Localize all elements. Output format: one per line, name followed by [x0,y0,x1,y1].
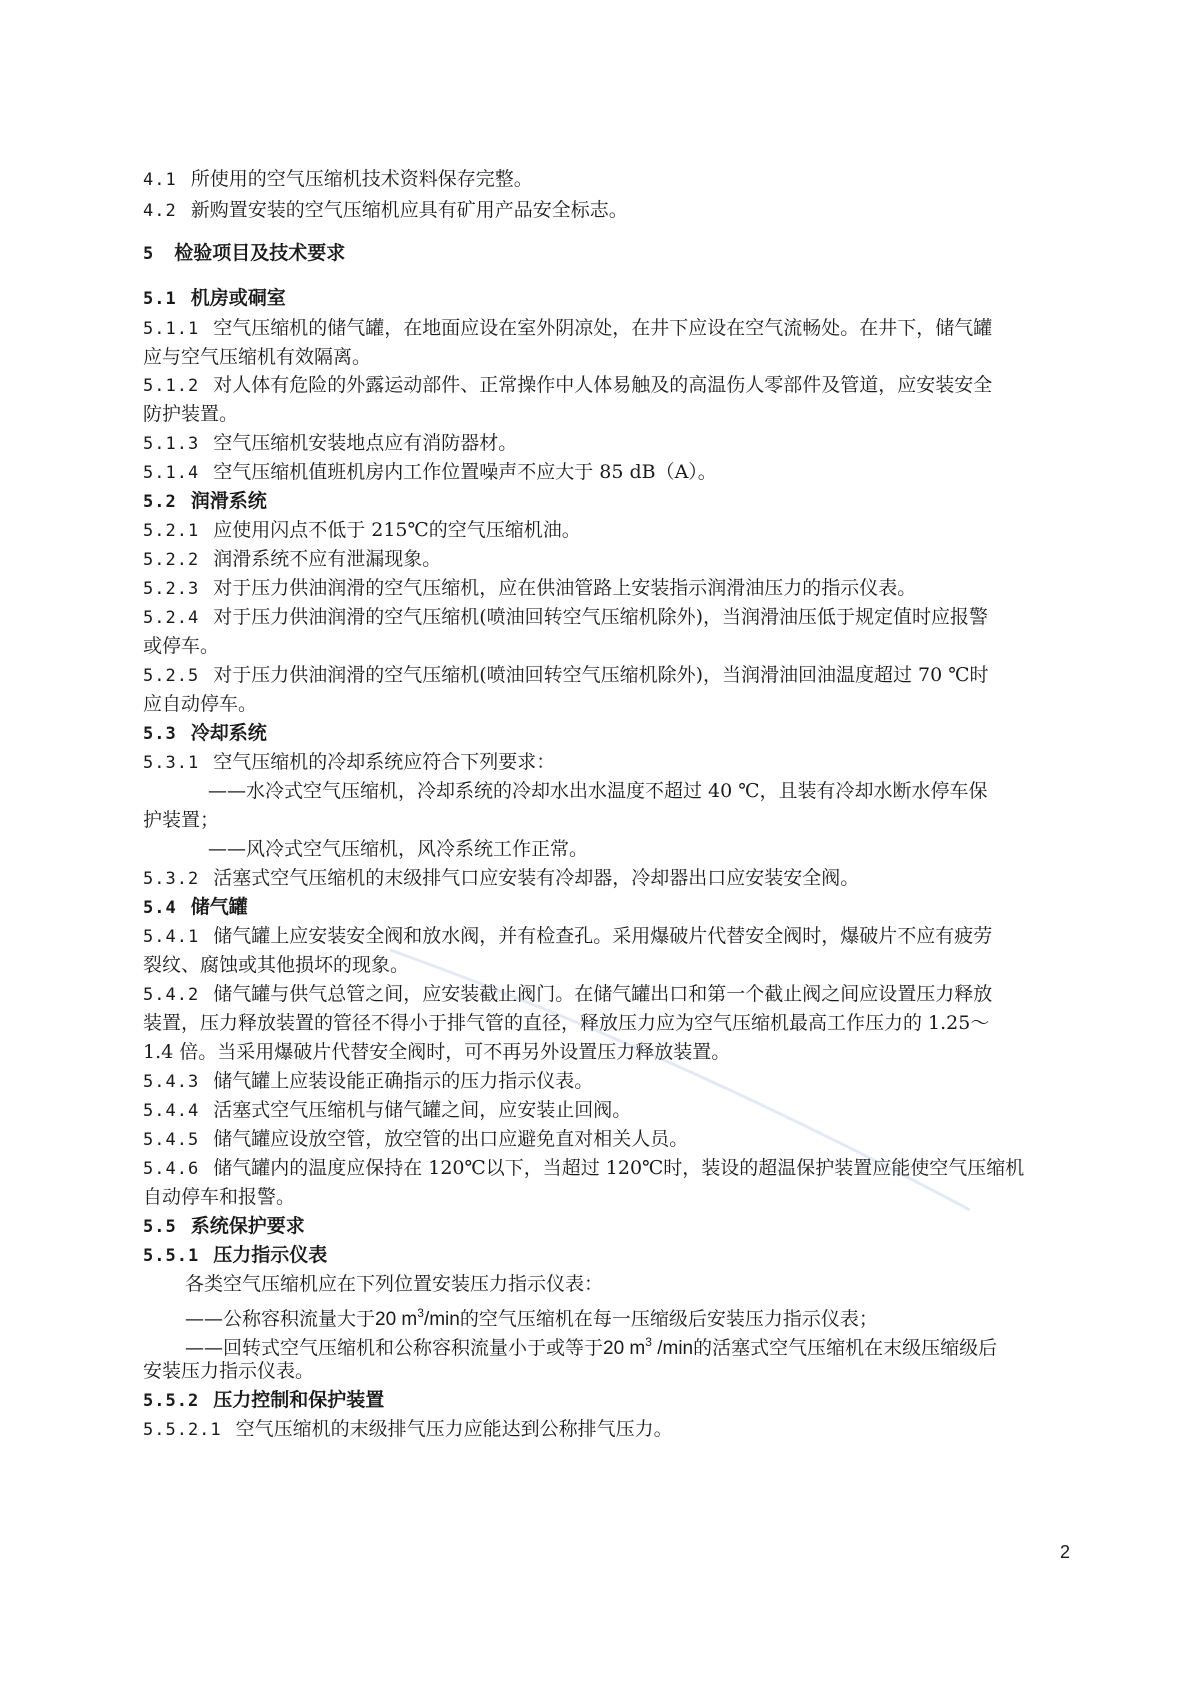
clause-5-4-5: 5.4.5 储气罐应设放空管，放空管的出口应避免直对相关人员。 [143,1128,689,1150]
clause-5-2-2: 5.2.2 润滑系统不应有泄漏现象。 [143,548,442,570]
list-item-rotary-cont: 安装压力指示仪表。 [143,1360,315,1382]
clause-5-3-1: 5.3.1 空气压缩机的冷却系统应符合下列要求： [143,751,556,773]
clause-5-1-4: 5.1.4 空气压缩机值班机房内工作位置噪声不应大于 85 dB（A）。 [143,461,717,483]
heading-5-1: 5.1 机房或硐室 [143,287,286,309]
clause-5-1-3: 5.1.3 空气压缩机安装地点应有消防器材。 [143,432,518,454]
heading-5-4: 5.4 储气罐 [143,896,248,918]
clause-5-4-6: 5.4.6 储气罐内的温度应保持在 120℃以下，当超过 120℃时，装设的超温保护装置应能使空气压缩机 [143,1157,1025,1179]
clause-5-5-1-intro: 各类空气压缩机应在下列位置安装压力指示仪表： [185,1273,604,1295]
clause-5-2-4: 5.2.4 对于压力供油润滑的空气压缩机(喷油回转空气压缩机除外)，当润滑油压低于规定值时应报警 [143,606,989,628]
heading-5-5: 5.5 系统保护要求 [143,1215,305,1237]
clause-5-2-4-cont: 或停车。 [143,635,220,657]
list-item-rotary-or-below-20: ——回转式空气压缩机和公称容积流量小于或等于20 $m^3$ /min的活塞式空气压缩机在末级压缩级后 [185,1335,998,1359]
clause-5-4-1: 5.4.1 储气罐上应安装安全阀和放水阀，并有检查孔。采用爆破片代替安全阀时，爆破片不应有疲劳 [143,925,993,947]
clause-5-1-2: 5.1.2 对人体有危险的外露运动部件、正常操作中人体易触及的高温伤人零部件及管道，应安装安全 [143,374,993,396]
clause-5-1-1-cont: 应与空气压缩机有效隔离。 [143,346,372,368]
clause-5-4-2-cont-2: 1.4 倍。当采用爆破片代替安全阀时，可不再另外设置压力释放装置。 [143,1041,731,1063]
clause-4-2: 4.2 新购置安装的空气压缩机应具有矿用产品安全标志。 [143,199,628,221]
clause-5-4-2-cont-1: 装置，压力释放装置的管径不得小于排气管的直径，释放压力应为空气压缩机最高工作压力的 1.25～ [143,1012,990,1034]
clause-5-1-2-cont: 防护装置。 [143,403,239,425]
list-item-water-cooled: ——水冷式空气压缩机，冷却系统的冷却水出水温度不超过 40 ℃，且装有冷却水断水停车保 [208,780,988,802]
heading-5-3: 5.3 冷却系统 [143,722,267,744]
clause-5-2-5-cont: 应自动停车。 [143,693,258,715]
clause-5-5-2-1: 5.5.2.1 空气压缩机的末级排气压力应能达到公称排气压力。 [143,1418,673,1440]
clause-5-1-1: 5.1.1 空气压缩机的储气罐，在地面应设在室外阴凉处，在井下应设在空气流畅处。在井下，储气罐 [143,317,993,339]
clause-5-4-3: 5.4.3 储气罐上应装设能正确指示的压力指示仪表。 [143,1070,594,1092]
clause-5-2-5: 5.2.5 对于压力供油润滑的空气压缩机(喷油回转空气压缩机除外)，当润滑油回油温度超过 70 ℃时 [143,664,989,686]
heading-5-5-1: 5.5.1 压力指示仪表 [143,1244,328,1266]
list-item-flow-above-20: ——公称容积流量大于20 $m^3/\min$的空气压缩机在每一压缩级后安装压力指示仪表； [185,1306,878,1330]
list-item-air-cooled: ——风冷式空气压缩机，风冷系统工作正常。 [208,838,589,860]
clause-5-4-4: 5.4.4 活塞式空气压缩机与储气罐之间，应安装止回阀。 [143,1099,632,1121]
clause-4-1: 4.1 所使用的空气压缩机技术资料保存完整。 [143,168,533,190]
list-item-water-cooled-cont: 护装置； [143,809,220,831]
clause-5-2-3: 5.2.3 对于压力供油润滑的空气压缩机，应在供油管路上安装指示润滑油压力的指示仪表。 [143,577,917,599]
clause-5-4-6-cont: 自动停车和报警。 [143,1186,296,1208]
clause-5-2-1: 5.2.1 应使用闪点不低于 215℃的空气压缩机油。 [143,519,581,541]
clause-5-4-1-cont: 裂纹、腐蚀或其他损坏的现象。 [143,954,410,976]
heading-5-2: 5.2 润滑系统 [143,490,267,512]
page-number: 2 [1060,1542,1071,1562]
clause-5-4-2: 5.4.2 储气罐与供气总管之间，应安装截止阀门。在储气罐出口和第一个截止阀之间应设置压力释放 [143,983,993,1005]
clause-5-3-2: 5.3.2 活塞式空气压缩机的末级排气口应安装有冷却器，冷却器出口应安装安全阀。 [143,867,860,889]
section-5-heading: 5 检验项目及技术要求 [143,242,346,264]
heading-5-5-2: 5.5.2 压力控制和保护装置 [143,1389,385,1411]
